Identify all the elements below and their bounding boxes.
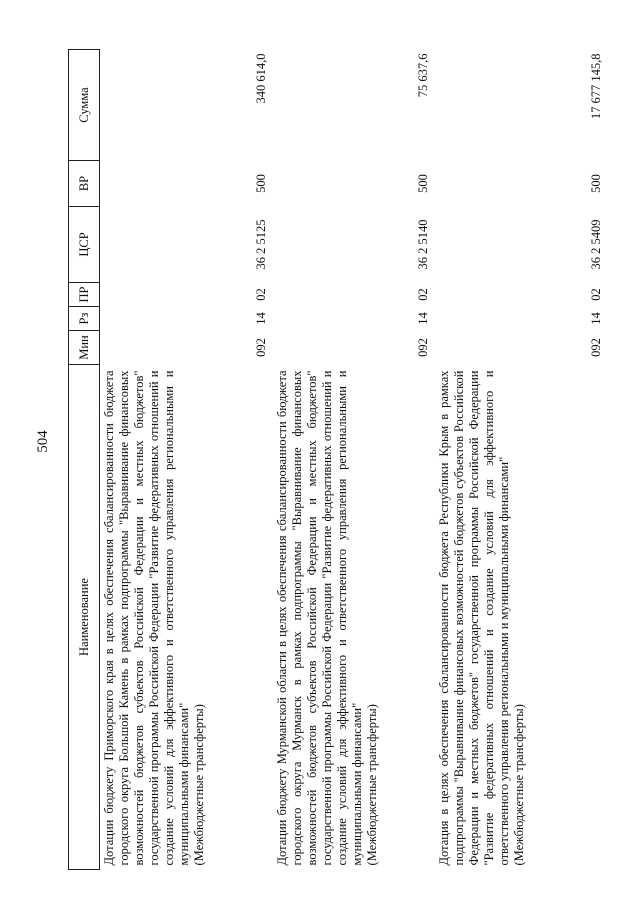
table-row bbox=[273, 50, 435, 870]
row-sum: 17 677 145,8 bbox=[589, 53, 603, 120]
budget-table bbox=[68, 49, 608, 870]
table-header bbox=[69, 50, 100, 870]
row-name: Дотации бюджету Приморского края в целях обеспечения сбалансированности бюджета городского округа Большой Камень в рамках подпрограммы "Выравнивание финансовых возможностей бюджетов субъектов Российской Федерации и местных бюджетов" государственной программы Российской Федерации "Развитие федеративных отношений и создание условий для эффективного и ответственного управления региональными и муниципальными финансами" bbox=[102, 370, 191, 866]
header-sum: Сумма bbox=[69, 50, 100, 161]
row-sum: 75 637,6 bbox=[416, 53, 431, 98]
row-min: 092 bbox=[416, 338, 431, 357]
row-pr: 02 bbox=[416, 288, 431, 301]
row-rz: 14 bbox=[589, 312, 603, 325]
row-min: 092 bbox=[589, 338, 603, 357]
row-subtype: (Межбюджетные трансферты) bbox=[364, 704, 379, 866]
row-csr: 36 2 5140 bbox=[416, 219, 431, 270]
row-vr: 500 bbox=[253, 174, 268, 193]
row-name-cell bbox=[273, 365, 435, 870]
row-rz: 14 bbox=[253, 312, 268, 325]
header-name: Наименование bbox=[69, 365, 100, 870]
row-sum: 340 614,0 bbox=[253, 53, 268, 104]
header-min: Мин bbox=[69, 331, 100, 365]
row-subtype: (Межбюджетные трансферты) bbox=[512, 704, 527, 866]
header-pr: ПР bbox=[69, 283, 100, 307]
row-subtype: (Межбюджетные трансферты) bbox=[192, 704, 206, 866]
row-min: 092 bbox=[253, 338, 268, 357]
row-csr: 36 2 5125 bbox=[253, 219, 268, 270]
row-name-cell bbox=[100, 365, 273, 870]
row-pr: 02 bbox=[589, 288, 603, 301]
rotated-page-content bbox=[68, 50, 608, 870]
header-csr: ЦСР bbox=[69, 207, 100, 283]
header-rz: Рз bbox=[69, 307, 100, 331]
row-name: Дотации бюджету Мурманской области в целях обеспечения сбалансированности бюджета городского округа Мурманск в рамках подпрограммы "Выравнивание финансовых возможностей бюджетов субъектов Российской Федерации и местных бюджетов" государственной программы Российской Федерации "Развитие федеративных отношений и создание условий для эффективного и ответственного управления региональными и муниципальными финансами" bbox=[274, 370, 364, 866]
row-vr: 500 bbox=[416, 174, 431, 193]
page-number: 504 bbox=[34, 430, 51, 453]
table-row bbox=[100, 50, 273, 870]
table-row bbox=[435, 50, 608, 870]
header-vr: ВР bbox=[69, 161, 100, 207]
row-vr: 500 bbox=[589, 174, 603, 193]
row-rz: 14 bbox=[416, 312, 431, 325]
row-pr: 02 bbox=[253, 288, 268, 301]
row-name: Дотация в целях обеспечения сбалансированности бюджета Республики Крым в рамках подпрограммы "Выравнивание финансовых возможностей бюджетов субъектов Российской Федерации и местных бюджетов" государственной программы Российской Федерации "Развитие федеративных отношений и создание условий для эффективного и ответственного управления региональными и муниципальными финансами" bbox=[437, 370, 512, 866]
row-name-cell bbox=[435, 365, 608, 870]
row-csr: 36 2 5409 bbox=[589, 219, 603, 270]
